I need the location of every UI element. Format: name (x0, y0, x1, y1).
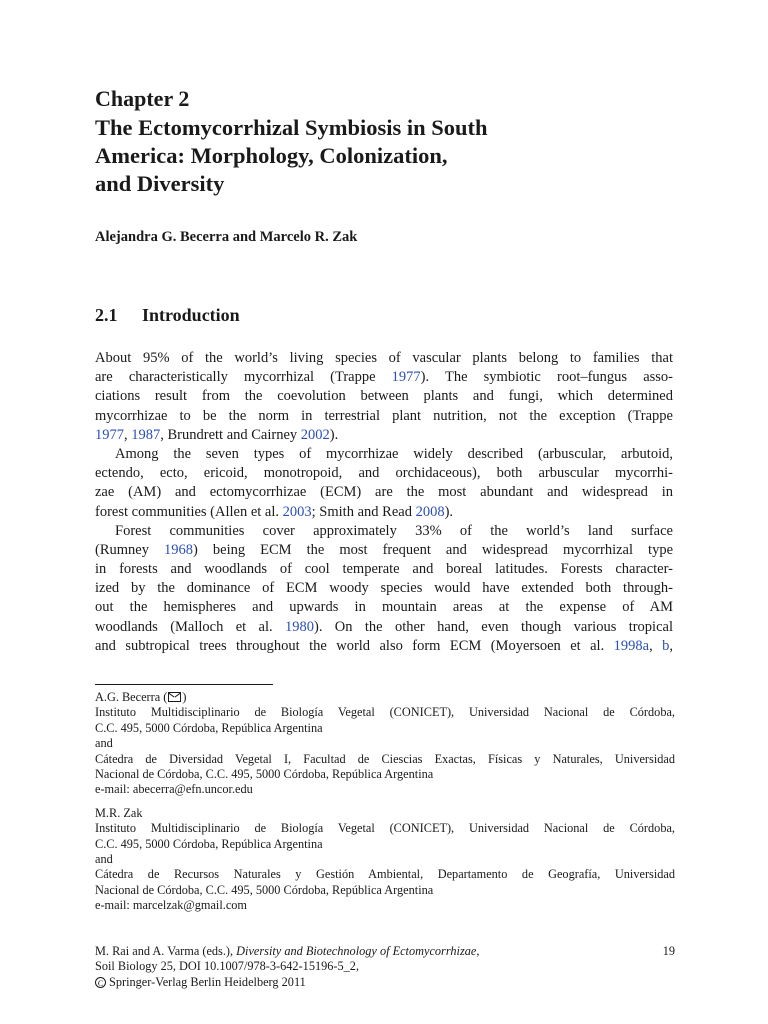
citation-link[interactable]: 1998a (613, 637, 650, 654)
paragraph-line (95, 387, 673, 406)
paragraph-line (95, 579, 673, 598)
text-run: ciations result from the coevolution between plants and fungi, which determined (95, 388, 673, 405)
citation-link[interactable]: 1977 (95, 426, 124, 443)
text-run: are characteristically mycorrhizal (Trappe (95, 369, 392, 386)
text-run: forest communities (Allen et al. (95, 503, 283, 520)
affiliation-line: Cátedra de Diversidad Vegetal I, Facultad de Ciescias Exactas, Físicas y Naturales, Universidad (95, 751, 675, 766)
paragraph (95, 445, 673, 522)
text-run: in forests and woodlands of cool temperate and boreal latitudes. Forests character- (95, 561, 673, 578)
page-number: 19 (662, 944, 675, 958)
section-title: Introduction (142, 305, 240, 325)
text-run: , Brundrett and Cairney (160, 426, 301, 443)
text-run: mycorrhizae to be the norm in terrestrial plant nutrition, not the exception (Trappe (95, 407, 673, 424)
paragraph-line (95, 464, 673, 483)
paragraph-line (95, 522, 673, 541)
footnote-divider (95, 684, 273, 685)
affiliation-line: C.C. 495, 5000 Córdoba, República Argentina (95, 720, 323, 735)
affiliation-email[interactable]: e-mail: abecerra@efn.uncor.edu (95, 782, 253, 797)
paragraph-line (95, 426, 673, 445)
text-run: ). On the other hand, even though various tropical (313, 618, 673, 635)
citation-link[interactable]: 2008 (415, 503, 445, 520)
paragraph-line (95, 541, 673, 560)
paragraph-line (95, 637, 673, 656)
book-title: Diversity and Biotechnology of Ectomycorrhizae (236, 944, 477, 958)
text-run: zae (AM) and ectomycorrhizae (ECM) are the most abundant and widespread in (95, 484, 673, 501)
citation-link[interactable]: 1980 (284, 618, 314, 635)
chapter-title-line: The Ectomycorrhizal Symbiosis in South (95, 115, 488, 140)
series-doi: Soil Biology 25, DOI 10.1007/978-3-642-15196-5_2, (95, 959, 360, 974)
paragraph-line (95, 503, 673, 522)
author-affiliation-becerra (95, 690, 675, 798)
paragraph-line (95, 445, 673, 464)
text-run: ized by the dominance of ECM woody species would have extended both through- (95, 580, 673, 597)
citation-link[interactable]: 1987 (131, 426, 161, 443)
chapter-label: Chapter 2 (95, 86, 190, 111)
paragraph-line (95, 483, 673, 502)
text-run: (Rumney (95, 541, 165, 558)
paragraph-line (95, 368, 673, 387)
author-affiliations (95, 690, 675, 922)
copyright-line: C Springer-Verlag Berlin Heidelberg 2011 (95, 975, 675, 990)
affiliation-line: Cátedra de Recursos Naturales y Gestión Ambiental, Departamento de Geografía, Universidad (95, 867, 675, 882)
paragraph-line (95, 618, 673, 637)
citation-link[interactable]: b (662, 637, 670, 654)
chapter-authors: Alejandra G. Becerra and Marcelo R. Zak (95, 229, 358, 245)
text-run: , (649, 637, 663, 654)
paragraph-line (95, 407, 673, 426)
text-run: ). (329, 426, 339, 443)
text-run: woodlands (Malloch et al. (95, 618, 285, 635)
text-run: Among the seven types of mycorrhizae widely described (arbuscular, arbutoid, (115, 445, 673, 462)
section-number: 2.1 (95, 305, 118, 325)
author-affiliation-zak (95, 806, 675, 914)
affiliation-line: and (95, 852, 113, 867)
citation-link[interactable]: 2002 (300, 426, 330, 443)
affiliation-line: Nacional de Córdoba, C.C. 495, 5000 Córdoba, República Argentina (95, 882, 434, 897)
citation-link[interactable]: 2003 (282, 503, 312, 520)
text-run: ). The symbiotic root–fungus asso- (420, 369, 673, 386)
paragraph (95, 349, 673, 445)
affiliation-line: Instituto Multidisciplinario de Biología Vegetal (CONICET), Universidad Nacional de Córdoba, (95, 705, 675, 720)
text-run: , (669, 637, 674, 654)
affiliation-author-name: A.G. Becerra ( ) (95, 690, 187, 704)
chapter-title-line: America: Morphology, Colonization, (95, 143, 448, 168)
section-heading (95, 305, 240, 326)
citation-link[interactable]: 1977 (391, 369, 421, 386)
paragraph-line (95, 560, 673, 579)
text-run: out the hemispheres and upwards in mountain areas at the expense of AM (95, 599, 673, 616)
text-run: , (124, 426, 132, 443)
text-run: About 95% of the world’s living species of vascular plants belong to families that (95, 350, 673, 366)
paragraph-line (95, 349, 673, 368)
citation-link[interactable]: 1968 (164, 541, 194, 558)
text-run: ). (444, 503, 454, 520)
paragraph-line (95, 598, 673, 617)
affiliation-email[interactable]: e-mail: marcelzak@gmail.com (95, 898, 247, 913)
chapter-title-line: and Diversity (95, 171, 225, 196)
affiliation-line: and (95, 736, 113, 751)
chapter-title (95, 114, 695, 198)
page-footer (95, 944, 675, 990)
paragraph (95, 522, 673, 656)
copyright-icon: C (95, 977, 106, 988)
affiliation-author-name: M.R. Zak (95, 805, 143, 820)
text-run: ectendo, ecto, ericoid, monotropoid, and orchidaceous), both arbuscular mycorrhi- (95, 465, 673, 482)
affiliation-line: Nacional de Córdoba, C.C. 495, 5000 Córdoba, República Argentina (95, 767, 434, 782)
text-run: and subtropical trees throughout the world also form ECM (Moyersoen et al. (95, 637, 614, 654)
body-text (95, 349, 673, 656)
envelope-icon[interactable] (168, 692, 181, 702)
text-run: ) being ECM the most frequent and widespread mycorrhizal type (193, 541, 674, 558)
text-run: Forest communities cover approximately 33% of the world’s land surface (115, 522, 673, 539)
book-citation: M. Rai and A. Varma (eds.), Diversity and Biotechnology of Ectomycorrhizae, 19 (95, 944, 675, 958)
affiliation-line: C.C. 495, 5000 Córdoba, República Argentina (95, 836, 323, 851)
text-run: ; Smith and Read (311, 503, 416, 520)
affiliation-line: Instituto Multidisciplinario de Biología Vegetal (CONICET), Universidad Nacional de Córdoba, (95, 821, 675, 836)
